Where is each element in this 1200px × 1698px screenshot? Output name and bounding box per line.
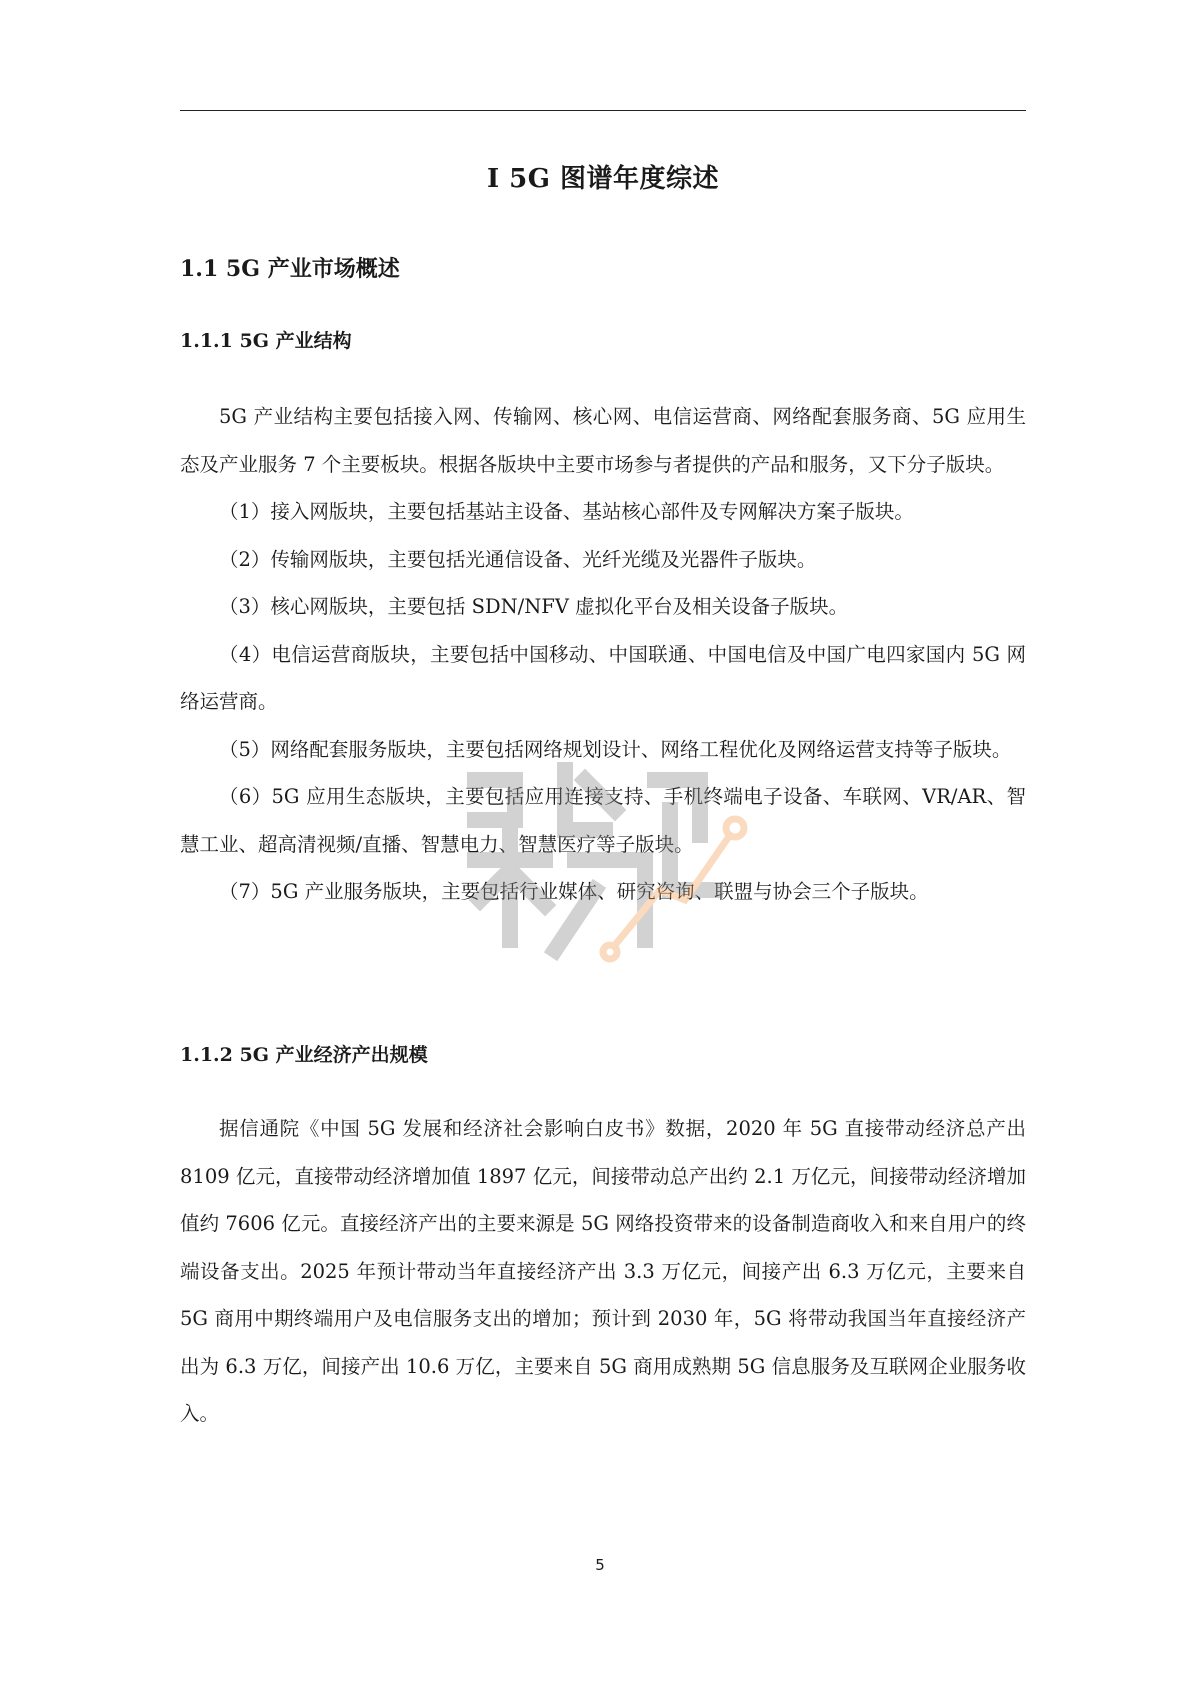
list-item: （4）电信运营商版块，主要包括中国移动、中国联通、中国电信及中国广电四家国内 5G 网络运营商。 (180, 642, 1026, 713)
chapter-title: I 5G 图谱年度综述 (486, 164, 720, 194)
subsection-heading-economic-output: 1.1.2 5G 产业经济产出规模 (180, 1044, 428, 1066)
list-item: （3）核心网版块，主要包括 SDN/NFV 虚拟化平台及相关设备子版块。 (219, 595, 849, 618)
list-item: （1）接入网版块，主要包括基站主设备、基站核心部件及专网解决方案子版块。 (219, 500, 914, 523)
list-item: （7）5G 产业服务版块，主要包括行业媒体、研究咨询、联盟与协会三个子版块。 (219, 880, 929, 903)
section-heading: 1.1 5G 产业市场概述 (180, 256, 400, 282)
list-item: （5）网络配套服务版块，主要包括网络规划设计、网络工程优化及网络运营支持等子版块。 (219, 737, 1012, 761)
list-item: （2）传输网版块，主要包括光通信设备、光纤光缆及光器件子版块。 (219, 547, 817, 571)
economic-output-body (180, 1105, 1026, 1438)
paragraph: 5G 产业结构主要包括接入网、传输网、核心网、电信运营商、网络配套服务商、5G 应用生态及产业服务 7 个主要板块。根据各版块中主要市场参与者提供的产品和服务，又下分子版块。 (180, 405, 1026, 476)
paragraph: 据信通院《中国 5G 发展和经济社会影响白皮书》数据，2020 年 5G 直接带动经济总产出 8109 亿元，直接带动经济增加值 1897 亿元，间接带动总产出约 2.1 万亿元，间接带动经济增加值约 7606 亿元。直接经济产出的主要来源是 5G 网络投资带来的设备制造商收入和来自用户的终端设备支出。2025 年预计带动当年直接经济产出 3.3 万亿元，间接产出 6.3 万亿元，主要来自 5G 商用中期终端用户及电信服务支出的增加；预计到 2030 年，5G 将带动我国当年直接经济产出为 6.3 万亿，间接产出 10.6 万亿，主要来自 5G 商用成熟期 5G 信息服务及互联网企业服务收入。 (180, 1117, 1026, 1425)
structure-body (180, 393, 1026, 916)
list-item: （6）5G 应用生态版块，主要包括应用连接支持、手机终端电子设备、车联网、VR/AR、智慧工业、超高清视频/直播、智慧电力、智慧医疗等子版块。 (180, 785, 1026, 856)
page-number: 5 (595, 1556, 605, 1574)
header-rule (180, 110, 1026, 111)
subsection-heading-structure: 1.1.1 5G 产业结构 (180, 330, 352, 352)
